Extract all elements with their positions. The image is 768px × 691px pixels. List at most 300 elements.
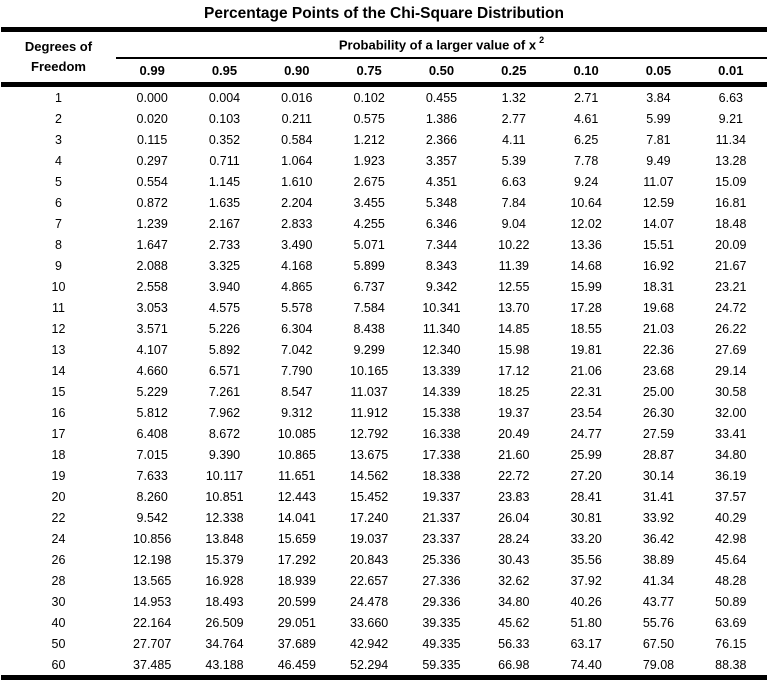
table-row bbox=[1, 423, 767, 444]
table-row bbox=[1, 255, 767, 276]
value-cell: 7.78 bbox=[573, 153, 599, 168]
value-cell: 6.737 bbox=[353, 279, 385, 294]
value-cell: 22.31 bbox=[570, 384, 602, 399]
value-cell: 0.872 bbox=[136, 195, 168, 210]
value-cell: 17.240 bbox=[350, 510, 389, 525]
table-row bbox=[1, 528, 767, 549]
value-cell: 16.928 bbox=[205, 573, 244, 588]
value-cell: 7.81 bbox=[646, 132, 671, 147]
df-cell: 19 bbox=[51, 468, 66, 483]
value-cell: 9.390 bbox=[208, 447, 241, 462]
value-cell: 23.21 bbox=[715, 279, 747, 294]
table-row bbox=[1, 339, 767, 360]
value-cell: 19.37 bbox=[498, 405, 530, 420]
value-cell: 7.584 bbox=[353, 300, 385, 315]
value-cell: 39.335 bbox=[422, 615, 461, 630]
value-cell: 0.000 bbox=[136, 90, 168, 105]
value-cell: 3.357 bbox=[425, 153, 458, 168]
value-cell: 1.610 bbox=[281, 174, 313, 189]
value-cell: 11.39 bbox=[498, 258, 529, 273]
value-cell: 2.558 bbox=[136, 279, 168, 294]
df-cell: 17 bbox=[51, 426, 66, 441]
value-cell: 18.48 bbox=[715, 216, 747, 231]
value-cell: 8.260 bbox=[136, 489, 168, 504]
value-cell: 10.865 bbox=[277, 447, 316, 462]
value-cell: 17.28 bbox=[570, 300, 602, 315]
value-cell: 33.41 bbox=[715, 426, 747, 441]
value-cell: 1.064 bbox=[281, 153, 313, 168]
chi-square-table bbox=[1, 32, 767, 680]
value-cell: 49.335 bbox=[422, 636, 461, 651]
value-cell: 0.115 bbox=[136, 132, 168, 147]
value-cell: 5.578 bbox=[281, 300, 313, 315]
value-cell: 10.856 bbox=[133, 531, 172, 546]
value-cell: 36.42 bbox=[642, 531, 675, 546]
value-cell: 36.19 bbox=[715, 468, 747, 483]
value-cell: 15.09 bbox=[715, 174, 747, 189]
value-cell: 3.053 bbox=[136, 300, 168, 315]
value-cell: 15.98 bbox=[498, 342, 530, 357]
value-cell: 19.037 bbox=[350, 531, 389, 546]
value-cell: 23.54 bbox=[570, 405, 602, 420]
value-cell: 30.43 bbox=[498, 552, 530, 567]
value-cell: 2.366 bbox=[425, 132, 458, 147]
value-cell: 55.76 bbox=[642, 615, 675, 630]
value-cell: 12.02 bbox=[570, 216, 602, 231]
value-cell: 25.00 bbox=[642, 384, 675, 399]
value-cell: 25.336 bbox=[422, 552, 461, 567]
value-cell: 13.339 bbox=[422, 363, 461, 378]
value-cell: 10.22 bbox=[498, 237, 530, 252]
column-group-superscript: 2 bbox=[539, 35, 545, 46]
value-cell: 12.198 bbox=[133, 552, 172, 567]
value-cell: 10.341 bbox=[422, 300, 461, 315]
column-header: 0.95 bbox=[188, 58, 260, 85]
value-cell: 1.212 bbox=[353, 132, 385, 147]
df-cell: 40 bbox=[51, 615, 66, 630]
column-header: 0.10 bbox=[550, 58, 622, 85]
table-row bbox=[1, 486, 767, 507]
value-cell: 33.20 bbox=[570, 531, 602, 546]
value-cell: 5.348 bbox=[425, 195, 458, 210]
df-cell: 3 bbox=[55, 132, 62, 147]
value-cell: 6.63 bbox=[501, 174, 526, 189]
value-cell: 7.344 bbox=[425, 237, 458, 252]
value-cell: 33.92 bbox=[642, 510, 675, 525]
column-group-header bbox=[116, 32, 767, 58]
df-cell: 60 bbox=[1, 654, 116, 678]
table-row bbox=[1, 549, 767, 570]
row-header-degrees-of-freedom bbox=[1, 32, 116, 85]
value-cell: 19.68 bbox=[642, 300, 675, 315]
value-cell: 9.24 bbox=[573, 174, 599, 189]
column-header: 0.05 bbox=[622, 58, 694, 85]
value-cell: 14.85 bbox=[498, 321, 530, 336]
value-cell: 46.459 bbox=[261, 654, 333, 678]
value-cell: 30.81 bbox=[570, 510, 602, 525]
df-cell: 1 bbox=[55, 90, 62, 105]
value-cell: 29.14 bbox=[715, 363, 747, 378]
value-cell: 13.565 bbox=[133, 573, 172, 588]
table-body bbox=[1, 85, 767, 678]
value-cell: 7.261 bbox=[208, 384, 241, 399]
df-cell: 13 bbox=[51, 342, 66, 357]
value-cell: 9.21 bbox=[718, 111, 743, 126]
value-cell: 6.571 bbox=[208, 363, 241, 378]
value-cell: 11.34 bbox=[715, 132, 746, 147]
value-cell: 27.336 bbox=[422, 573, 461, 588]
value-cell: 16.81 bbox=[715, 195, 747, 210]
table-row bbox=[1, 171, 767, 192]
value-cell: 1.145 bbox=[208, 174, 241, 189]
value-cell: 63.69 bbox=[715, 615, 747, 630]
value-cell: 30.58 bbox=[715, 384, 747, 399]
table-row bbox=[1, 360, 767, 381]
df-cell: 20 bbox=[51, 489, 66, 504]
value-cell: 22.72 bbox=[498, 468, 530, 483]
value-cell: 2.77 bbox=[501, 111, 526, 126]
df-cell: 10 bbox=[51, 279, 66, 294]
value-cell: 14.339 bbox=[422, 384, 461, 399]
table-row bbox=[1, 465, 767, 486]
value-cell: 16.338 bbox=[422, 426, 461, 441]
value-cell: 0.575 bbox=[353, 111, 385, 126]
value-cell: 6.25 bbox=[573, 132, 599, 147]
value-cell: 7.015 bbox=[136, 447, 168, 462]
value-cell: 51.80 bbox=[570, 615, 602, 630]
value-cell: 6.346 bbox=[425, 216, 458, 231]
value-cell: 0.455 bbox=[425, 90, 458, 105]
df-cell: 12 bbox=[51, 321, 66, 336]
value-cell: 52.294 bbox=[333, 654, 405, 678]
value-cell: 37.92 bbox=[570, 573, 602, 588]
value-cell: 3.455 bbox=[353, 195, 385, 210]
value-cell: 32.62 bbox=[498, 573, 530, 588]
value-cell: 8.438 bbox=[353, 321, 385, 336]
value-cell: 29.336 bbox=[422, 594, 461, 609]
value-cell: 14.041 bbox=[277, 510, 316, 525]
value-cell: 1.32 bbox=[501, 90, 526, 105]
value-cell: 8.343 bbox=[425, 258, 458, 273]
value-cell: 2.204 bbox=[281, 195, 313, 210]
value-cell: 0.711 bbox=[209, 153, 240, 168]
value-cell: 28.41 bbox=[570, 489, 602, 504]
value-cell: 10.117 bbox=[205, 468, 244, 483]
value-cell: 1.635 bbox=[208, 195, 241, 210]
df-cell: 24 bbox=[51, 531, 66, 546]
value-cell: 5.99 bbox=[646, 111, 671, 126]
value-cell: 37.57 bbox=[715, 489, 747, 504]
value-cell: 8.672 bbox=[208, 426, 241, 441]
value-cell: 0.554 bbox=[136, 174, 168, 189]
value-cell: 20.599 bbox=[277, 594, 316, 609]
value-cell: 79.08 bbox=[622, 654, 694, 678]
value-cell: 6.63 bbox=[718, 90, 743, 105]
value-cell: 22.36 bbox=[642, 342, 675, 357]
value-cell: 63.17 bbox=[570, 636, 602, 651]
value-cell: 37.689 bbox=[277, 636, 316, 651]
value-cell: 21.60 bbox=[498, 447, 530, 462]
value-cell: 43.77 bbox=[642, 594, 675, 609]
value-cell: 2.675 bbox=[353, 174, 385, 189]
value-cell: 41.34 bbox=[642, 573, 675, 588]
value-cell: 48.28 bbox=[715, 573, 747, 588]
value-cell: 59.335 bbox=[405, 654, 477, 678]
value-cell: 19.337 bbox=[422, 489, 461, 504]
value-cell: 45.64 bbox=[715, 552, 747, 567]
value-cell: 67.50 bbox=[642, 636, 675, 651]
value-cell: 22.657 bbox=[350, 573, 389, 588]
column-header: 0.01 bbox=[695, 58, 767, 85]
column-header: 0.90 bbox=[261, 58, 333, 85]
column-header: 0.75 bbox=[333, 58, 405, 85]
value-cell: 3.325 bbox=[208, 258, 241, 273]
value-cell: 0.004 bbox=[208, 90, 241, 105]
value-cell: 4.865 bbox=[281, 279, 313, 294]
value-cell: 7.84 bbox=[501, 195, 526, 210]
value-cell: 7.962 bbox=[208, 405, 241, 420]
value-cell: 0.102 bbox=[353, 90, 385, 105]
value-cell: 17.12 bbox=[498, 363, 530, 378]
df-cell: 4 bbox=[55, 153, 62, 168]
df-cell: 9 bbox=[55, 258, 62, 273]
value-cell: 14.07 bbox=[642, 216, 675, 231]
value-cell: 34.80 bbox=[715, 447, 747, 462]
value-cell: 31.41 bbox=[642, 489, 675, 504]
value-cell: 13.675 bbox=[350, 447, 389, 462]
df-cell: 28 bbox=[51, 573, 66, 588]
value-cell: 5.226 bbox=[208, 321, 241, 336]
df-cell: 16 bbox=[51, 405, 66, 420]
value-cell: 26.22 bbox=[715, 321, 747, 336]
value-cell: 0.103 bbox=[208, 111, 241, 126]
value-cell: 9.299 bbox=[353, 342, 385, 357]
value-cell: 14.68 bbox=[570, 258, 602, 273]
value-cell: 7.790 bbox=[281, 363, 313, 378]
df-cell: 8 bbox=[55, 237, 62, 252]
value-cell: 12.338 bbox=[205, 510, 244, 525]
table-row bbox=[1, 402, 767, 423]
column-header: 0.99 bbox=[116, 58, 188, 85]
value-cell: 12.59 bbox=[642, 195, 675, 210]
value-cell: 37.485 bbox=[116, 654, 188, 678]
value-cell: 33.660 bbox=[350, 615, 389, 630]
value-cell: 5.39 bbox=[501, 153, 526, 168]
value-cell: 9.49 bbox=[646, 153, 671, 168]
value-cell: 21.06 bbox=[570, 363, 602, 378]
column-header: 0.25 bbox=[478, 58, 550, 85]
value-cell: 6.408 bbox=[136, 426, 168, 441]
value-cell: 2.733 bbox=[208, 237, 241, 252]
value-cell: 3.490 bbox=[281, 237, 313, 252]
value-cell: 5.229 bbox=[136, 384, 168, 399]
value-cell: 0.020 bbox=[136, 111, 168, 126]
value-cell: 1.239 bbox=[136, 216, 168, 231]
df-cell: 2 bbox=[55, 111, 62, 126]
value-cell: 11.340 bbox=[422, 321, 461, 336]
value-cell: 12.792 bbox=[350, 426, 389, 441]
value-cell: 2.167 bbox=[208, 216, 241, 231]
value-cell: 12.55 bbox=[498, 279, 530, 294]
page-title: Percentage Points of the Chi-Square Distribution bbox=[204, 5, 564, 22]
value-cell: 4.575 bbox=[208, 300, 241, 315]
value-cell: 35.56 bbox=[570, 552, 602, 567]
value-cell: 2.71 bbox=[573, 90, 599, 105]
value-cell: 15.379 bbox=[205, 552, 244, 567]
value-cell: 20.49 bbox=[498, 426, 530, 441]
df-cell: 14 bbox=[51, 363, 66, 378]
value-cell: 26.509 bbox=[205, 615, 244, 630]
value-cell: 5.892 bbox=[208, 342, 241, 357]
value-cell: 27.59 bbox=[642, 426, 675, 441]
value-cell: 24.478 bbox=[350, 594, 389, 609]
value-cell: 4.351 bbox=[425, 174, 458, 189]
value-cell: 4.107 bbox=[136, 342, 168, 357]
value-cell: 20.09 bbox=[715, 237, 747, 252]
df-cell: 5 bbox=[55, 174, 62, 189]
value-cell: 1.923 bbox=[353, 153, 385, 168]
value-cell: 7.633 bbox=[136, 468, 168, 483]
value-cell: 1.647 bbox=[136, 237, 168, 252]
value-cell: 21.337 bbox=[422, 510, 461, 525]
value-cell: 15.452 bbox=[350, 489, 389, 504]
value-cell: 18.31 bbox=[642, 279, 675, 294]
value-cell: 17.292 bbox=[277, 552, 316, 567]
value-cell: 16.92 bbox=[642, 258, 675, 273]
value-cell: 42.942 bbox=[350, 636, 389, 651]
value-cell: 22.164 bbox=[133, 615, 172, 630]
value-cell: 76.15 bbox=[715, 636, 747, 651]
value-cell: 27.69 bbox=[715, 342, 747, 357]
value-cell: 2.088 bbox=[136, 258, 168, 273]
value-cell: 21.67 bbox=[715, 258, 747, 273]
value-cell: 28.87 bbox=[642, 447, 675, 462]
value-cell: 11.912 bbox=[350, 405, 388, 420]
table-row bbox=[1, 150, 767, 171]
value-cell: 19.81 bbox=[570, 342, 602, 357]
value-cell: 23.337 bbox=[422, 531, 461, 546]
table-row bbox=[1, 654, 767, 678]
value-cell: 9.04 bbox=[501, 216, 526, 231]
df-cell: 15 bbox=[51, 384, 66, 399]
table-row bbox=[1, 192, 767, 213]
value-cell: 13.36 bbox=[570, 237, 602, 252]
value-cell: 26.30 bbox=[642, 405, 675, 420]
df-cell: 6 bbox=[55, 195, 62, 210]
value-cell: 29.051 bbox=[277, 615, 316, 630]
value-cell: 66.98 bbox=[478, 654, 550, 678]
value-cell: 50.89 bbox=[715, 594, 747, 609]
table-row bbox=[1, 381, 767, 402]
value-cell: 23.68 bbox=[642, 363, 675, 378]
value-cell: 40.26 bbox=[570, 594, 602, 609]
df-cell: 22 bbox=[51, 510, 66, 525]
value-cell: 10.165 bbox=[350, 363, 389, 378]
table-row bbox=[1, 570, 767, 591]
value-cell: 4.660 bbox=[136, 363, 168, 378]
table-row bbox=[1, 213, 767, 234]
value-cell: 25.99 bbox=[570, 447, 602, 462]
value-cell: 3.571 bbox=[136, 321, 168, 336]
value-cell: 5.071 bbox=[353, 237, 385, 252]
value-cell: 13.70 bbox=[498, 300, 530, 315]
df-cell: 30 bbox=[51, 594, 66, 609]
value-cell: 5.899 bbox=[353, 258, 385, 273]
probability-column-headers bbox=[1, 58, 767, 85]
table-row bbox=[1, 108, 767, 129]
table-header bbox=[1, 32, 767, 85]
value-cell: 9.342 bbox=[425, 279, 458, 294]
value-cell: 34.764 bbox=[205, 636, 244, 651]
value-cell: 21.03 bbox=[642, 321, 675, 336]
df-cell: 11 bbox=[52, 300, 65, 315]
value-cell: 11.07 bbox=[643, 174, 674, 189]
value-cell: 13.848 bbox=[205, 531, 244, 546]
value-cell: 5.812 bbox=[136, 405, 168, 420]
value-cell: 45.62 bbox=[498, 615, 530, 630]
value-cell: 10.851 bbox=[205, 489, 244, 504]
value-cell: 11.037 bbox=[350, 384, 388, 399]
value-cell: 30.14 bbox=[642, 468, 675, 483]
table-row bbox=[1, 276, 767, 297]
table-row bbox=[1, 444, 767, 465]
table-row bbox=[1, 234, 767, 255]
value-cell: 0.584 bbox=[281, 132, 313, 147]
column-group-label: Probability of a larger value of x bbox=[338, 37, 537, 53]
value-cell: 9.542 bbox=[136, 510, 168, 525]
table-row bbox=[1, 612, 767, 633]
value-cell: 40.29 bbox=[715, 510, 747, 525]
value-cell: 18.55 bbox=[570, 321, 602, 336]
value-cell: 0.297 bbox=[136, 153, 168, 168]
df-cell: 18 bbox=[51, 447, 66, 462]
value-cell: 17.338 bbox=[422, 447, 461, 462]
row-header-line2: Freedom bbox=[31, 59, 86, 74]
value-cell: 7.042 bbox=[281, 342, 313, 357]
value-cell: 18.338 bbox=[422, 468, 461, 483]
value-cell: 12.443 bbox=[277, 489, 316, 504]
table-row bbox=[1, 85, 767, 109]
value-cell: 28.24 bbox=[498, 531, 530, 546]
value-cell: 14.562 bbox=[350, 468, 389, 483]
value-cell: 34.80 bbox=[498, 594, 530, 609]
value-cell: 56.33 bbox=[498, 636, 530, 651]
df-cell: 7 bbox=[55, 216, 62, 231]
value-cell: 10.085 bbox=[277, 426, 316, 441]
row-header-line1: Degrees of bbox=[24, 39, 93, 54]
value-cell: 4.168 bbox=[281, 258, 313, 273]
value-cell: 3.84 bbox=[646, 90, 671, 105]
value-cell: 2.833 bbox=[281, 216, 313, 231]
value-cell: 4.61 bbox=[573, 111, 599, 126]
value-cell: 26.04 bbox=[498, 510, 530, 525]
value-cell: 18.939 bbox=[277, 573, 316, 588]
value-cell: 32.00 bbox=[715, 405, 747, 420]
value-cell: 0.352 bbox=[208, 132, 241, 147]
column-header: 0.50 bbox=[405, 58, 477, 85]
value-cell: 4.11 bbox=[502, 132, 526, 147]
value-cell: 6.304 bbox=[281, 321, 313, 336]
value-cell: 18.493 bbox=[205, 594, 244, 609]
value-cell: 10.64 bbox=[570, 195, 602, 210]
df-cell: 50 bbox=[51, 636, 66, 651]
value-cell: 15.338 bbox=[422, 405, 461, 420]
value-cell: 4.255 bbox=[353, 216, 385, 231]
value-cell: 11.651 bbox=[278, 468, 316, 483]
value-cell: 8.547 bbox=[281, 384, 313, 399]
table-row bbox=[1, 507, 767, 528]
value-cell: 74.40 bbox=[550, 654, 622, 678]
